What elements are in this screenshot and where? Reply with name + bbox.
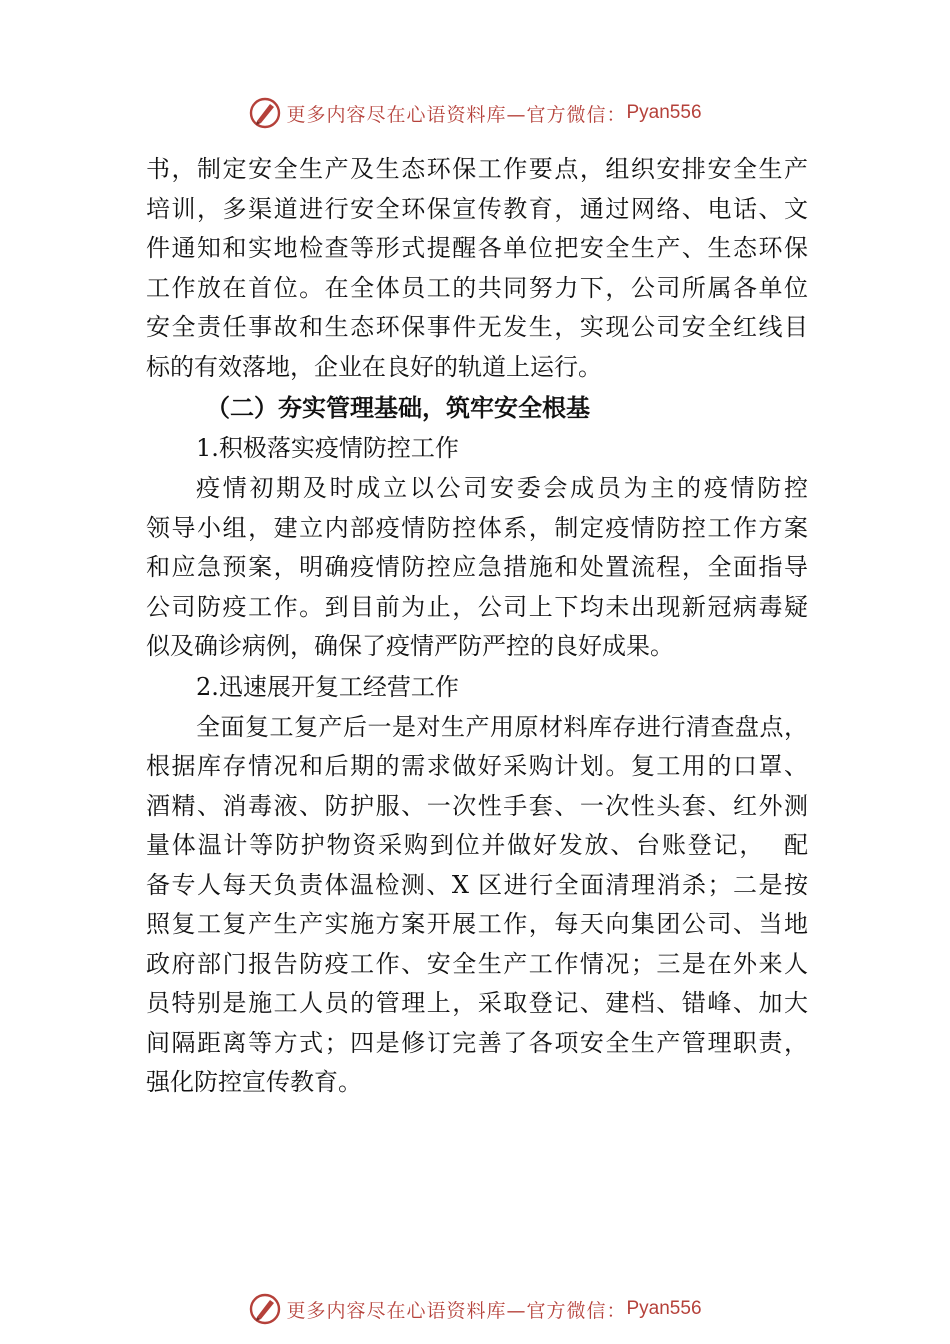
text-line: 书，制定安全生产及生态环保工作要点，组织安排安全生产 <box>146 155 808 183</box>
text-line: 似及确诊病例，确保了疫情严防严控的良好成果。 <box>146 632 674 660</box>
document-body <box>146 150 808 1103</box>
pen-in-circle-icon <box>248 1292 282 1326</box>
text-line: 领导小组，建立内部疫情防控体系，制定疫情防控工作方案 <box>146 513 808 542</box>
text-line: 员特别是施工人员的管理上，采取登记、建档、错峰、加大 <box>146 989 808 1017</box>
watermark-wechat-id: Pyan556 <box>626 102 702 123</box>
text-line: 量体温计等防护物资采购到位并做好发放、台账登记， 配 <box>146 831 808 859</box>
text-line: 酒精、消毒液、防护服、一次性手套、一次性头套、红外测 <box>146 791 808 820</box>
paragraph-work-resumption <box>146 708 808 1103</box>
text-line: 标的有效落地，企业在良好的轨道上运行。 <box>146 352 602 381</box>
text-line: 间隔距离等方式；四是修订完善了各项安全生产管理职责， <box>146 1028 808 1057</box>
text-line: 件通知和实地检查等形式提醒各单位把安全生产、生态环保 <box>146 234 808 262</box>
text-line: 政府部门报告防疫工作、安全生产工作情况；三是在外来人 <box>146 949 808 978</box>
watermark-header <box>0 96 950 130</box>
text-line: 和应急预案，明确疫情防控应急措施和处置流程，全面指导 <box>146 553 808 581</box>
text-line: 培训，多渠道进行安全环保宣传教育，通过网络、电话、文 <box>146 194 808 223</box>
subsection-heading-resumption: 2.迅速展开复工经营工作 <box>196 672 459 701</box>
watermark-text: 更多内容尽在心语资料库—官方微信： <box>286 1299 627 1322</box>
watermark-text: 更多内容尽在心语资料库—官方微信： <box>286 103 627 126</box>
text-line: 照复工复产生产实施方案开展工作，每天向集团公司、当地 <box>146 910 808 938</box>
watermark-footer <box>0 1292 950 1326</box>
text-line: 疫情初期及时成立以公司安委会成员为主的疫情防控 <box>196 474 808 502</box>
text-line: 全面复工复产后一是对生产用原材料库存进行清查盘点， <box>196 712 808 741</box>
text-line: 工作放在首位。在全体员工的共同努力下，公司所属各单位 <box>146 273 808 302</box>
text-line: 强化防控宣传教育。 <box>146 1068 362 1096</box>
watermark-wechat-id: Pyan556 <box>626 1298 702 1319</box>
section-heading: （二）夯实管理基础，筑牢安全根基 <box>206 393 590 422</box>
subsection-heading-epidemic: 1.积极落实疫情防控工作 <box>196 434 459 462</box>
text-line: 安全责任事故和生态环保事件无发生，实现公司安全红线目 <box>146 313 808 341</box>
paragraph-epidemic-control <box>146 469 808 667</box>
text-line: 根据库存情况和后期的需求做好采购计划。复工用的口罩、 <box>146 752 808 780</box>
text-line: 公司防疫工作。到目前为止，公司上下均未出现新冠病毒疑 <box>146 592 808 621</box>
pen-in-circle-icon <box>248 96 282 130</box>
paragraph-safety-summary <box>146 150 808 387</box>
text-line: 备专人每天负责体温检测、X 区进行全面清理消杀；二是按 <box>146 870 808 899</box>
